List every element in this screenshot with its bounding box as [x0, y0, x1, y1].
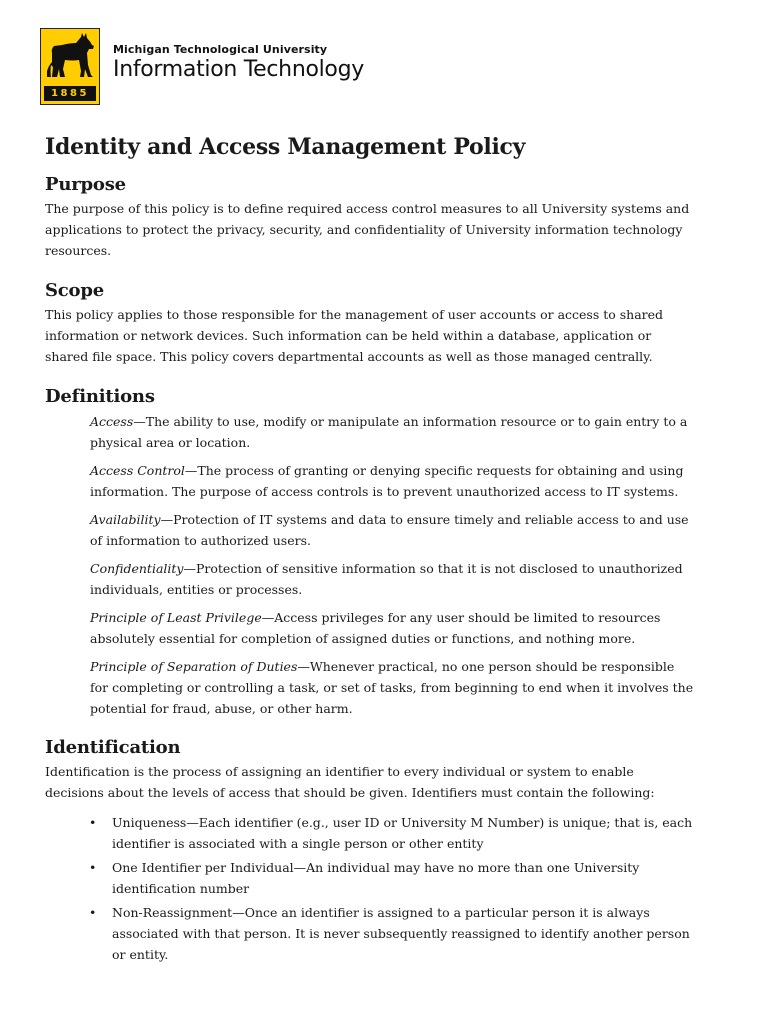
list-item: [45, 812, 695, 854]
definition-item: [90, 607, 695, 649]
university-logo: [40, 28, 100, 105]
brand-text: [113, 43, 364, 82]
definition-text: —Whenever practical, no one person should be responsible for completing or controlling a task, or set of tasks, from beginning to end when it involves the potential for fraud, abuse, or other harm.: [90, 659, 694, 716]
husky-icon: [43, 31, 97, 87]
list-item: [45, 857, 695, 899]
logo-year: 1885: [44, 86, 96, 101]
definitions-heading: Definitions: [45, 386, 155, 407]
definition-item: [90, 411, 695, 453]
purpose-heading: Purpose: [45, 174, 126, 195]
definition-item: [90, 656, 695, 719]
bullet-icon: •: [89, 860, 97, 875]
department-name: Information Technology: [113, 57, 364, 82]
definition-term: Confidentiality: [90, 561, 184, 576]
definition-term: Access: [90, 414, 134, 429]
definition-text: —The process of granting or denying specific requests for obtaining and using information. The purpose of access controls is to prevent unauthorized access to IT systems.: [90, 463, 684, 499]
list-item-text: Uniqueness—Each identifier (e.g., user ID or University M Number) is unique; that is, each identifier is associated with a single person or other entity: [112, 815, 693, 851]
list-item-text: One Identifier per Individual—An individual may have no more than one University identification number: [112, 860, 640, 896]
definition-text: —Protection of IT systems and data to ensure timely and reliable access to and use of information to authorized users.: [90, 512, 689, 548]
list-item: [45, 902, 695, 965]
definition-term: Access Control: [90, 463, 185, 478]
page-title: Identity and Access Management Policy: [45, 134, 526, 160]
definition-term: Principle of Separation of Duties: [90, 659, 298, 674]
purpose-section: [45, 174, 695, 261]
definition-term: Principle of Least Privilege: [90, 610, 262, 625]
header: [40, 28, 364, 106]
purpose-text: The purpose of this policy is to define required access control measures to all University systems and applications to protect the privacy, security, and confidentiality of University information technology resources.: [45, 201, 690, 258]
definition-text: —The ability to use, modify or manipulate an information resource or to gain entry to a physical area or location.: [90, 414, 688, 450]
identification-section: [45, 737, 695, 965]
identifier-requirements-list: [45, 812, 695, 965]
definition-text: —Access privileges for any user should be limited to resources absolutely essential for completion of assigned duties or functions, and nothing more.: [90, 610, 661, 646]
bullet-icon: •: [89, 905, 97, 920]
list-item-text: Non-Reassignment—Once an identifier is assigned to a particular person it is always associated with that person. It is never subsequently reassigned to identify another person or entity.: [112, 905, 690, 962]
definition-item: [90, 509, 695, 551]
identification-heading: Identification: [45, 737, 181, 758]
definitions-section: [45, 386, 695, 719]
definition-item: [90, 558, 695, 600]
scope-text: This policy applies to those responsible for the management of user accounts or access to shared information or network devices. Such information can be held within a database, application or shared file space. This policy covers departmental accounts as well as those managed centrally.: [45, 307, 664, 364]
document-body: [45, 134, 695, 968]
scope-heading: Scope: [45, 280, 105, 301]
identification-text: Identification is the process of assigning an identifier to every individual or system to enable decisions about the levels of access that should be given. Identifiers must contain the following:: [45, 764, 655, 800]
bullet-icon: •: [89, 815, 97, 830]
university-name: Michigan Technological University: [113, 43, 328, 56]
definition-term: Availability: [90, 512, 161, 527]
definition-text: —Protection of sensitive information so that it is not disclosed to unauthorized individuals, entities or processes.: [90, 561, 683, 597]
scope-section: [45, 280, 695, 367]
definition-item: [90, 460, 695, 502]
